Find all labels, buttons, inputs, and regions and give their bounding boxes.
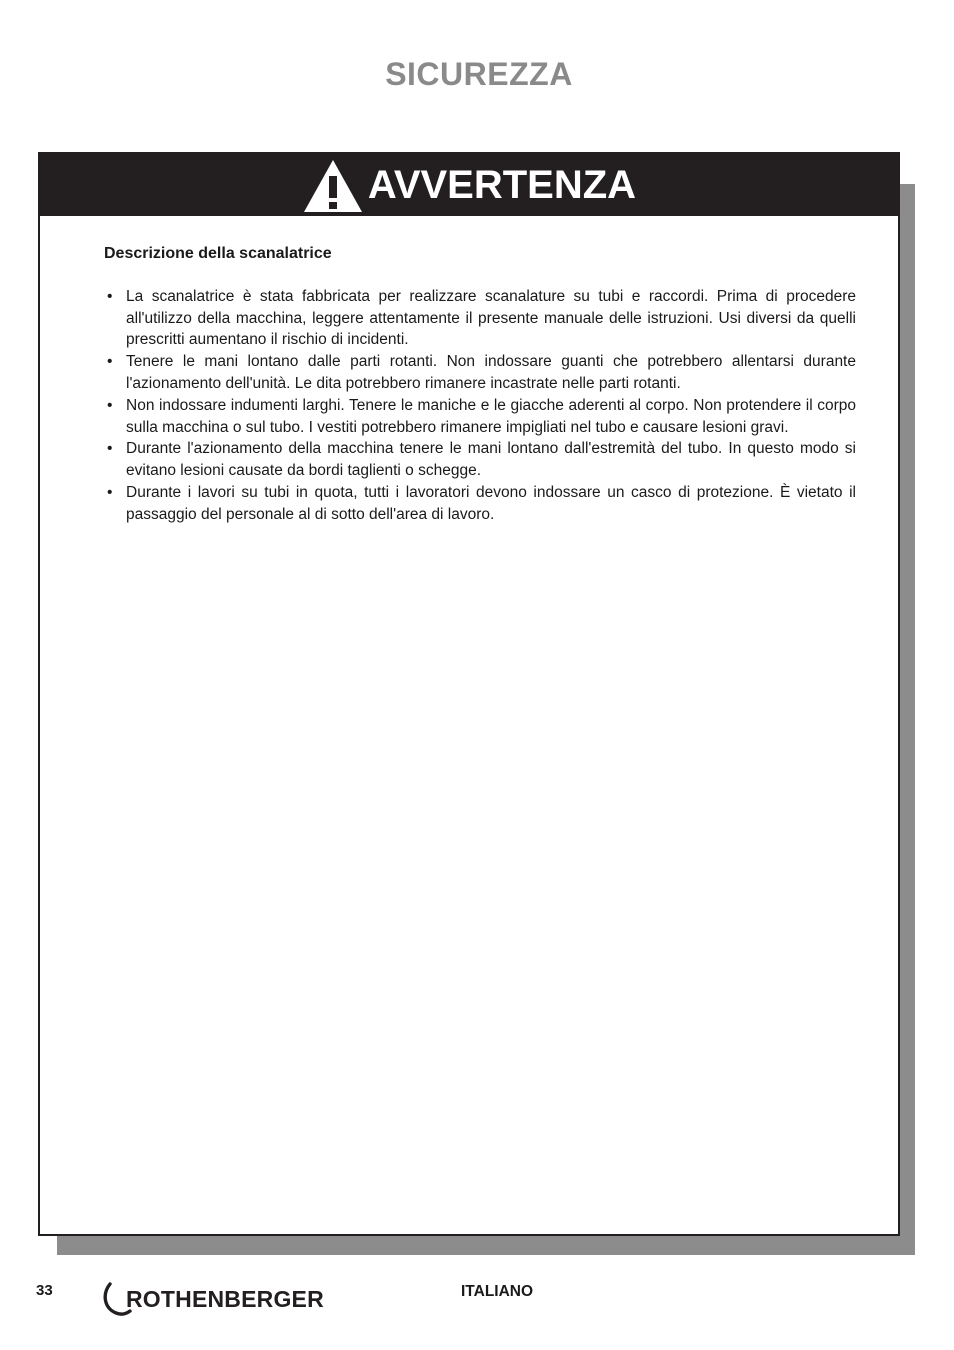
page-title: SICUREZZA [385,56,573,92]
language-label: ITALIANO [461,1283,534,1300]
brand-name: ROTHENBERGER [126,1285,324,1312]
warning-triangle-icon [302,158,364,214]
warning-bullet-item: • Durante l'azionamento della macchina tenere le mani lontano dall'estremità del tubo. In questo modo si evitano lesioni causate da bordi taglienti o schegge. [104,438,856,482]
warning-bullet-item: • Tenere le mani lontano dalle parti rotanti. Non indossare guanti che potrebbero allentarsi durante l'azionamento dell'unità. Le dita potrebbero rimanere incastrate nelle parti rotanti. [104,351,856,395]
warning-bullet-item: • Durante i lavori su tubi in quota, tutti i lavoratori devono indossare un casco di protezione. È vietato il passaggio del personale al di sotto dell'area di lavoro. [104,482,856,526]
warning-bullet-list [104,286,856,526]
brand-logo [102,1282,324,1316]
warning-box [38,152,900,1236]
page-number: 33 [36,1282,53,1299]
warning-bullet-item: • La scanalatrice è stata fabbricata per realizzare scanalature su tubi e raccordi. Prima di procedere all'utilizzo della macchina, leggere attentamente il presente manuale delle istruzioni. Usi diversi da quelli prescritti aumentano il rischio di incidenti. [104,286,856,351]
warning-content [104,243,856,526]
warning-header [40,154,898,216]
warning-title: AVVERTENZA [367,162,637,207]
warning-bullet-item: • Non indossare indumenti larghi. Tenere le maniche e le giacche aderenti al corpo. Non protendere il corpo sulla macchina o sul tubo. I vestiti potrebbero rimanere impigliati nel tubo e causare lesioni gravi. [104,395,856,439]
section-heading: Descrizione della scanalatrice [104,245,332,262]
